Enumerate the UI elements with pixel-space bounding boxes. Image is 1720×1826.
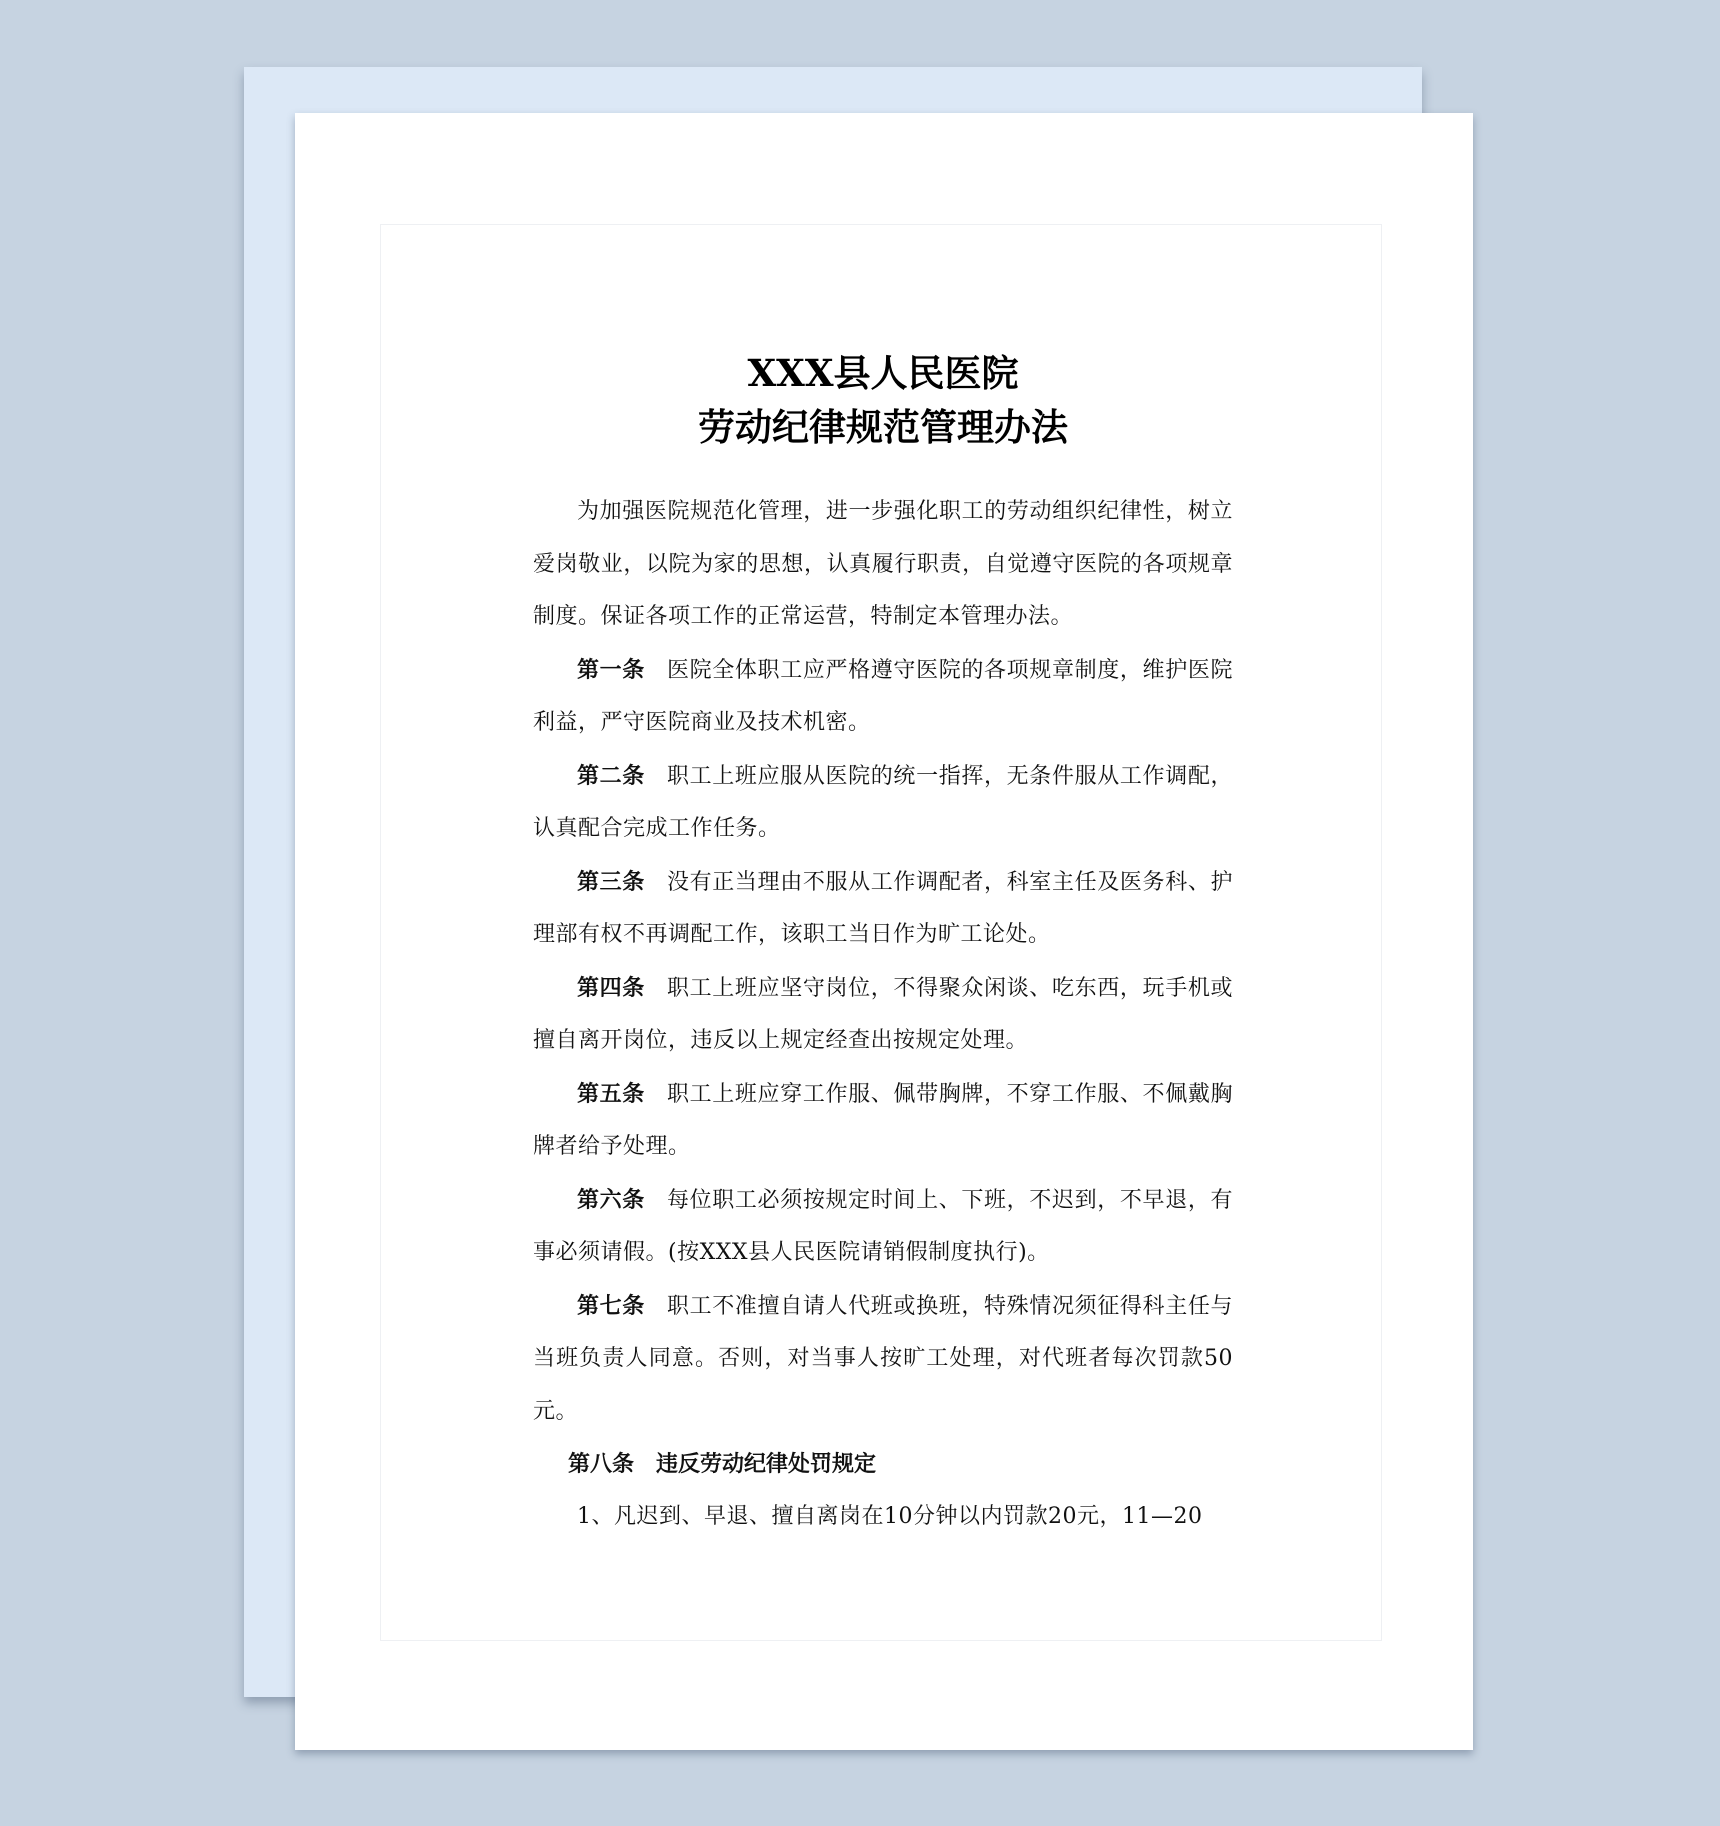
- article-6: [533, 1174, 1233, 1280]
- article-3-label: 第三条: [577, 868, 645, 895]
- penalty-item-1: 1、凡迟到、早退、擅自离岗在10分钟以内罚款20元，11—20: [577, 1503, 1203, 1529]
- article-4-text: 职工上班应坚守岗位，不得聚众闲谈、吃东西，玩手机或擅自离开岗位，违反以上规定经查出按规定处理。: [533, 975, 1233, 1053]
- article-2-label: 第二条: [577, 762, 645, 789]
- article-1-text: 医院全体职工应严格遵守医院的各项规章制度，维护医院利益，严守医院商业及技术机密。: [533, 657, 1233, 735]
- section-heading: [533, 1438, 1233, 1491]
- article-1: [533, 644, 1233, 750]
- document-body: [533, 486, 1233, 1543]
- article-3-text: 没有正当理由不服从工作调配者，科室主任及医务科、护理部有权不再调配工作，该职工当日作为旷工论处。: [533, 869, 1233, 947]
- article-7-label: 第七条: [577, 1292, 645, 1319]
- intro-paragraph: 为加强医院规范化管理，进一步强化职工的劳动组织纪律性，树立爱岗敬业，以院为家的思想，认真履行职责，自觉遵守医院的各项规章制度。保证各项工作的正常运营，特制定本管理办法。: [533, 499, 1233, 629]
- article-2-text: 职工上班应服从医院的统一指挥，无条件服从工作调配，认真配合完成工作任务。: [533, 763, 1233, 841]
- document-title-line1: XXX县人民医院: [747, 351, 1019, 395]
- article-5-label: 第五条: [577, 1080, 645, 1107]
- document-content: [533, 346, 1233, 1543]
- section-label: 第八条: [568, 1451, 635, 1477]
- article-6-label: 第六条: [577, 1186, 645, 1213]
- article-5-text: 职工上班应穿工作服、佩带胸牌，不穿工作服、不佩戴胸牌者给予处理。: [533, 1081, 1233, 1159]
- article-7-text: 职工不准擅自请人代班或换班，特殊情况须征得科主任与当班负责人同意。否则，对当事人按旷工处理，对代班者每次罚款50元。: [533, 1293, 1233, 1424]
- article-5: [533, 1068, 1233, 1174]
- article-6-text: 每位职工必须按规定时间上、下班，不迟到，不早退，有事必须请假。(按XXX县人民医院请销假制度执行)。: [533, 1187, 1233, 1265]
- article-4-label: 第四条: [577, 974, 645, 1001]
- article-1-label: 第一条: [577, 656, 645, 683]
- article-3: [533, 856, 1233, 962]
- document-page: [295, 113, 1473, 1750]
- section-title: 违反劳动纪律处罚规定: [656, 1451, 877, 1477]
- article-2: [533, 750, 1233, 856]
- article-7: [533, 1280, 1233, 1439]
- article-4: [533, 962, 1233, 1068]
- document-title-line2: 劳动纪律规范管理办法: [698, 405, 1068, 449]
